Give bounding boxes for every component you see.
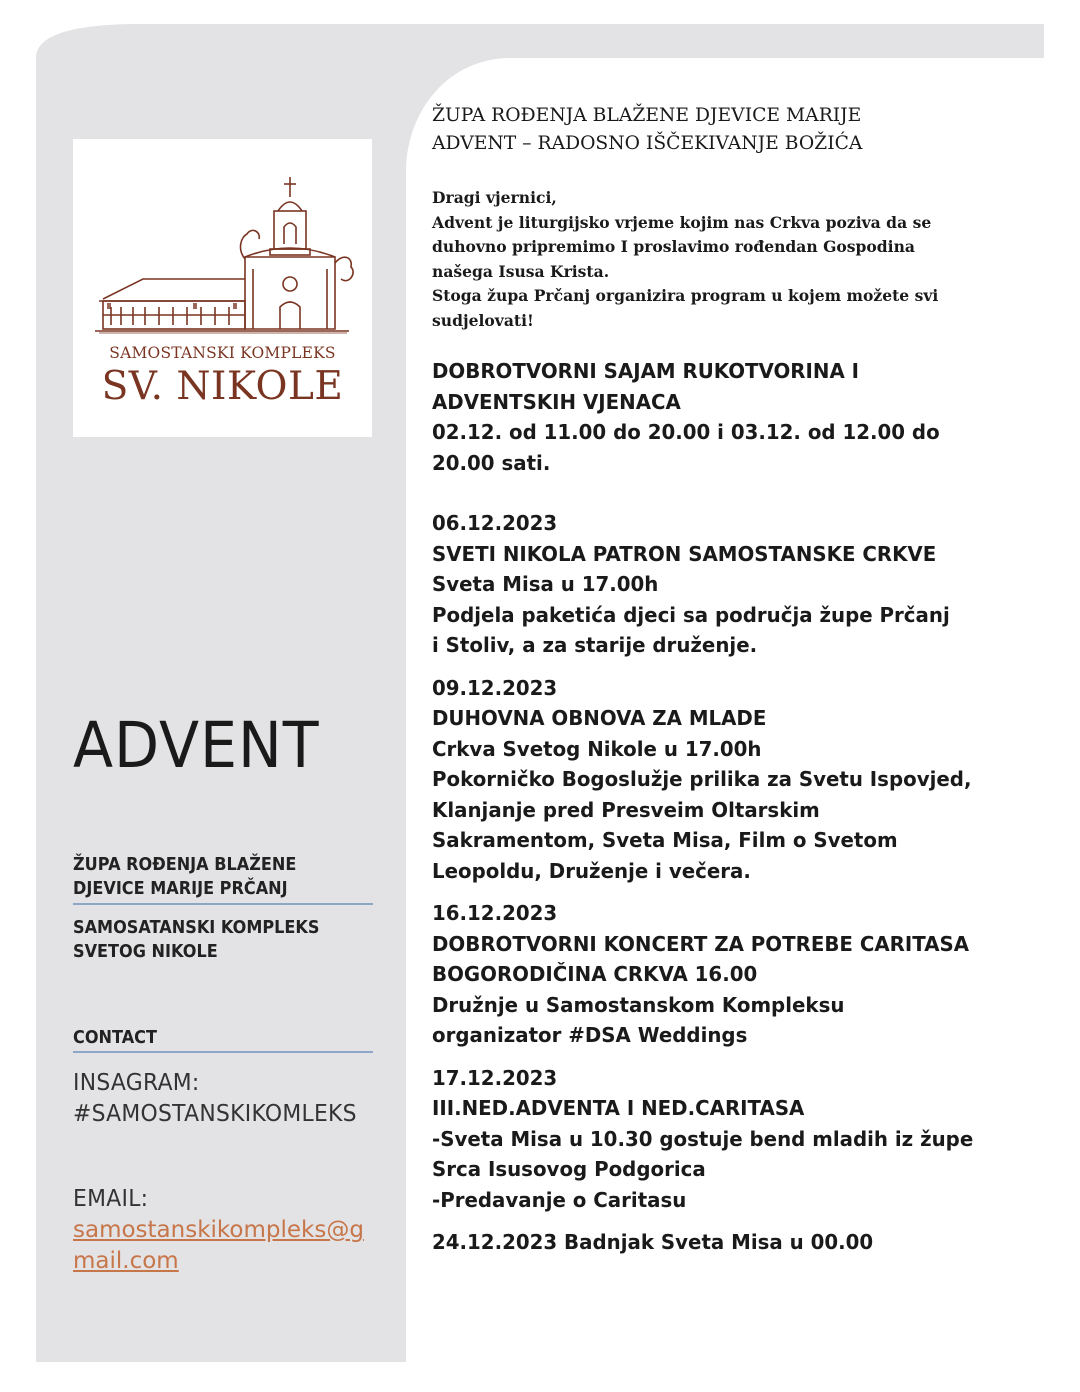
event-line: BOGORODIČINA CRKVA 16.00: [432, 962, 758, 986]
event-line: ADVENTSKIH VJENACA: [432, 389, 681, 414]
event-line: Leopoldu, Druženje i večera.: [432, 858, 751, 883]
intro-line: duhovno pripremimo I proslavimo rođendan Gospodina: [432, 237, 915, 256]
event-list: [432, 356, 1032, 1270]
event-line: SVETI NIKOLA PATRON SAMOSTANSKE CRKVE: [432, 541, 937, 566]
event-line: 24.12.2023 Badnjak Sveta Misa u 00.00: [432, 1230, 874, 1254]
intro-line: Dragi vjernici,: [432, 188, 557, 207]
complex-name: [73, 916, 341, 964]
event-line: Sakramentom, Sveta Misa, Film o Svetom: [432, 828, 898, 852]
event-line: 02.12. od 11.00 do 20.00 i 03.12. od 12.00 do: [432, 420, 940, 444]
parish-line: DJEVICE MARIJE PRČANJ: [73, 879, 288, 899]
contact-heading: CONTACT: [73, 1028, 157, 1048]
intro-line: sudjelovati!: [432, 310, 534, 330]
email-link[interactable]: samostanskikompleks@g mail.com: [73, 1217, 364, 1274]
event-line: Srca Isusovog Podgorica: [432, 1157, 706, 1181]
sidebar-title: ADVENT: [73, 709, 320, 782]
event-line: Sveta Misa u 17.00h: [432, 572, 659, 596]
event-date: 16.12.2023: [432, 901, 558, 925]
header-line: ADVENT – RADOSNO IŠČEKIVANJE BOŽIĆA: [432, 132, 863, 154]
event-line: DOBROTVORNI KONCERT ZA POTREBE CARITASA: [432, 931, 970, 956]
complex-line: SAMOSATANSKI KOMPLEKS: [73, 918, 320, 938]
intro-line: našega Isusa Krista.: [432, 261, 610, 281]
parish-name: [73, 853, 316, 901]
event-item: [432, 490, 1032, 661]
header-line: ŽUPA ROĐENJA BLAŽENE DJEVICE MARIJE: [432, 104, 862, 126]
divider: [73, 1051, 373, 1053]
event-line: Crkva Svetog Nikole u 17.00h: [432, 736, 762, 761]
event-item: [432, 1063, 1032, 1216]
event-line: 20.00 sati.: [432, 450, 551, 475]
event-item: [432, 673, 1032, 887]
event-line: i Stoliv, a za starije druženje.: [432, 633, 758, 657]
event-line: -Sveta Misa u 10.30 gostuje bend mladih iz župe: [432, 1126, 974, 1151]
instagram-label: INSAGRAM:: [73, 1070, 200, 1096]
event-line: organizator #DSA Weddings: [432, 1023, 748, 1047]
event-line: -Predavanje o Caritasu: [432, 1187, 687, 1212]
parish-line: ŽUPA ROĐENJA BLAŽENE: [73, 855, 297, 875]
intro-paragraph: [432, 186, 946, 333]
logo-subtitle: SAMOSTANSKI KOMPLEKS: [109, 344, 336, 362]
email-label: EMAIL:: [73, 1186, 149, 1212]
event-date: 17.12.2023: [432, 1065, 558, 1090]
event-item: [432, 898, 1032, 1051]
event-item: [432, 1227, 1032, 1258]
intro-line: Advent je liturgijsko vrjeme kojim nas Crkva poziva da se: [432, 212, 932, 232]
event-line: Klanjanje pred Presveim Oltarskim: [432, 797, 820, 822]
logo: [73, 139, 372, 437]
complex-line: SVETOG NIKOLE: [73, 942, 218, 962]
instagram-handle: #SAMOSTANSKIKOMLEKS: [73, 1101, 357, 1127]
logo-title: SV. NIKOLE: [101, 364, 344, 409]
event-line: Podjela paketića djeci sa područja župe Prčanj: [432, 602, 950, 627]
event-spacer: [432, 490, 1011, 508]
intro-line: Stoga župa Prčanj organizira program u kojem možete svi: [432, 286, 939, 305]
event-line: DOBROTVORNI SAJAM RUKOTVORINA I: [432, 359, 860, 383]
event-item: [432, 356, 1032, 478]
event-line: DUHOVNA OBNOVA ZA MLADE: [432, 706, 767, 730]
event-date: 09.12.2023: [432, 675, 558, 700]
event-date: 06.12.2023: [432, 511, 558, 535]
instagram-contact: [73, 1068, 372, 1130]
document-header: [432, 101, 869, 157]
event-line: Pokorničko Bogoslužje prilika za Svetu Ispovjed,: [432, 767, 972, 791]
event-line: III.NED.ADVENTA I NED.CARITASA: [432, 1096, 805, 1120]
event-line: Družnje u Samostanskom Kompleksu: [432, 992, 845, 1017]
divider: [73, 903, 373, 905]
